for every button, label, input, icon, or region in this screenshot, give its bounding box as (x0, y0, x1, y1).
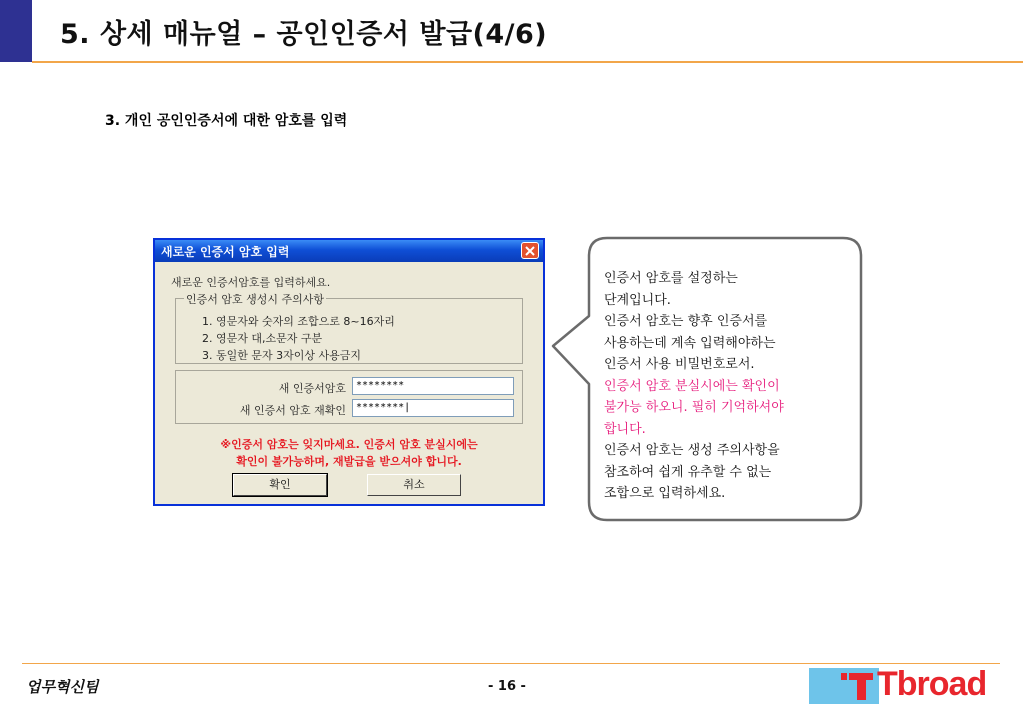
callout-line: 조합으로 입력하세요. (604, 486, 726, 501)
callout-line: 단계입니다. (604, 292, 671, 308)
callout-warning-line: 합니다. (604, 421, 646, 437)
callout-text (604, 268, 854, 505)
logo-mark (857, 673, 866, 700)
cancel-button[interactable]: 취소 (367, 474, 461, 496)
confirm-password-label: 새 인증서 암호 재확인 (239, 404, 346, 417)
caution-item: 2. 영문자 대,소문자 구분 (202, 332, 323, 345)
page-number: - 16 - (488, 679, 526, 694)
callout-line: 인증서 사용 비밀번호로서. (604, 357, 755, 372)
new-password-label: 새 인증서암호 (278, 382, 346, 395)
caution-item: 3. 동일한 문자 3자이상 사용금지 (202, 349, 361, 362)
password-group (175, 370, 523, 424)
logo-text: Tbroad (877, 665, 987, 703)
callout-line: 인증서 암호는 생성 주의사항을 (604, 443, 780, 458)
dialog-warning-line: ※인증서 암호는 잊지마세요. 인증서 암호 분실시에는 (220, 438, 478, 451)
dialog-prompt: 새로운 인증서암호를 입력하세요. (171, 276, 331, 289)
footer-team-name: 업무혁신팀 (26, 678, 99, 696)
callout-line: 인증서 암호는 향후 인증서를 (604, 314, 768, 329)
page-title: 5. 상세 매뉴얼 – 공인인증서 발급(4/6) (60, 19, 548, 50)
tbroad-logo (809, 665, 1003, 704)
cautions-legend: 인증서 암호 생성시 주의사항 (186, 293, 325, 306)
new-password-field[interactable]: ******** (352, 377, 514, 395)
section-heading: 3. 개인 공인인증서에 대한 암호를 입력 (105, 113, 348, 129)
callout-line: 사용하는데 계속 입력해야하는 (604, 335, 776, 351)
caution-item: 1. 영문자와 숫자의 조합으로 8~16자리 (202, 315, 395, 328)
callout-line: 인증서 암호를 설정하는 (604, 271, 738, 286)
logo-mark (841, 673, 847, 680)
dialog-warning-line: 확인이 불가능하며, 재발급을 받으셔야 합니다. (236, 455, 462, 468)
dialog-titlebar[interactable] (155, 240, 543, 262)
callout-warning-line: 불가능 하오니. 필히 기억하셔야 (604, 400, 784, 415)
ok-button[interactable]: 확인 (233, 474, 327, 496)
close-icon[interactable] (521, 242, 539, 259)
dialog-title: 새로운 인증서 암호 입력 (161, 245, 290, 259)
title-accent-bar (0, 0, 32, 62)
callout-warning-line: 인증서 암호 분실시에는 확인이 (604, 378, 780, 394)
cautions-group (175, 293, 523, 364)
password-dialog (153, 238, 545, 506)
footer-divider (22, 663, 1000, 664)
title-divider (32, 61, 1023, 63)
confirm-password-field[interactable]: ********| (352, 399, 514, 417)
callout-line: 참조하여 쉽게 유추할 수 없는 (604, 464, 772, 480)
